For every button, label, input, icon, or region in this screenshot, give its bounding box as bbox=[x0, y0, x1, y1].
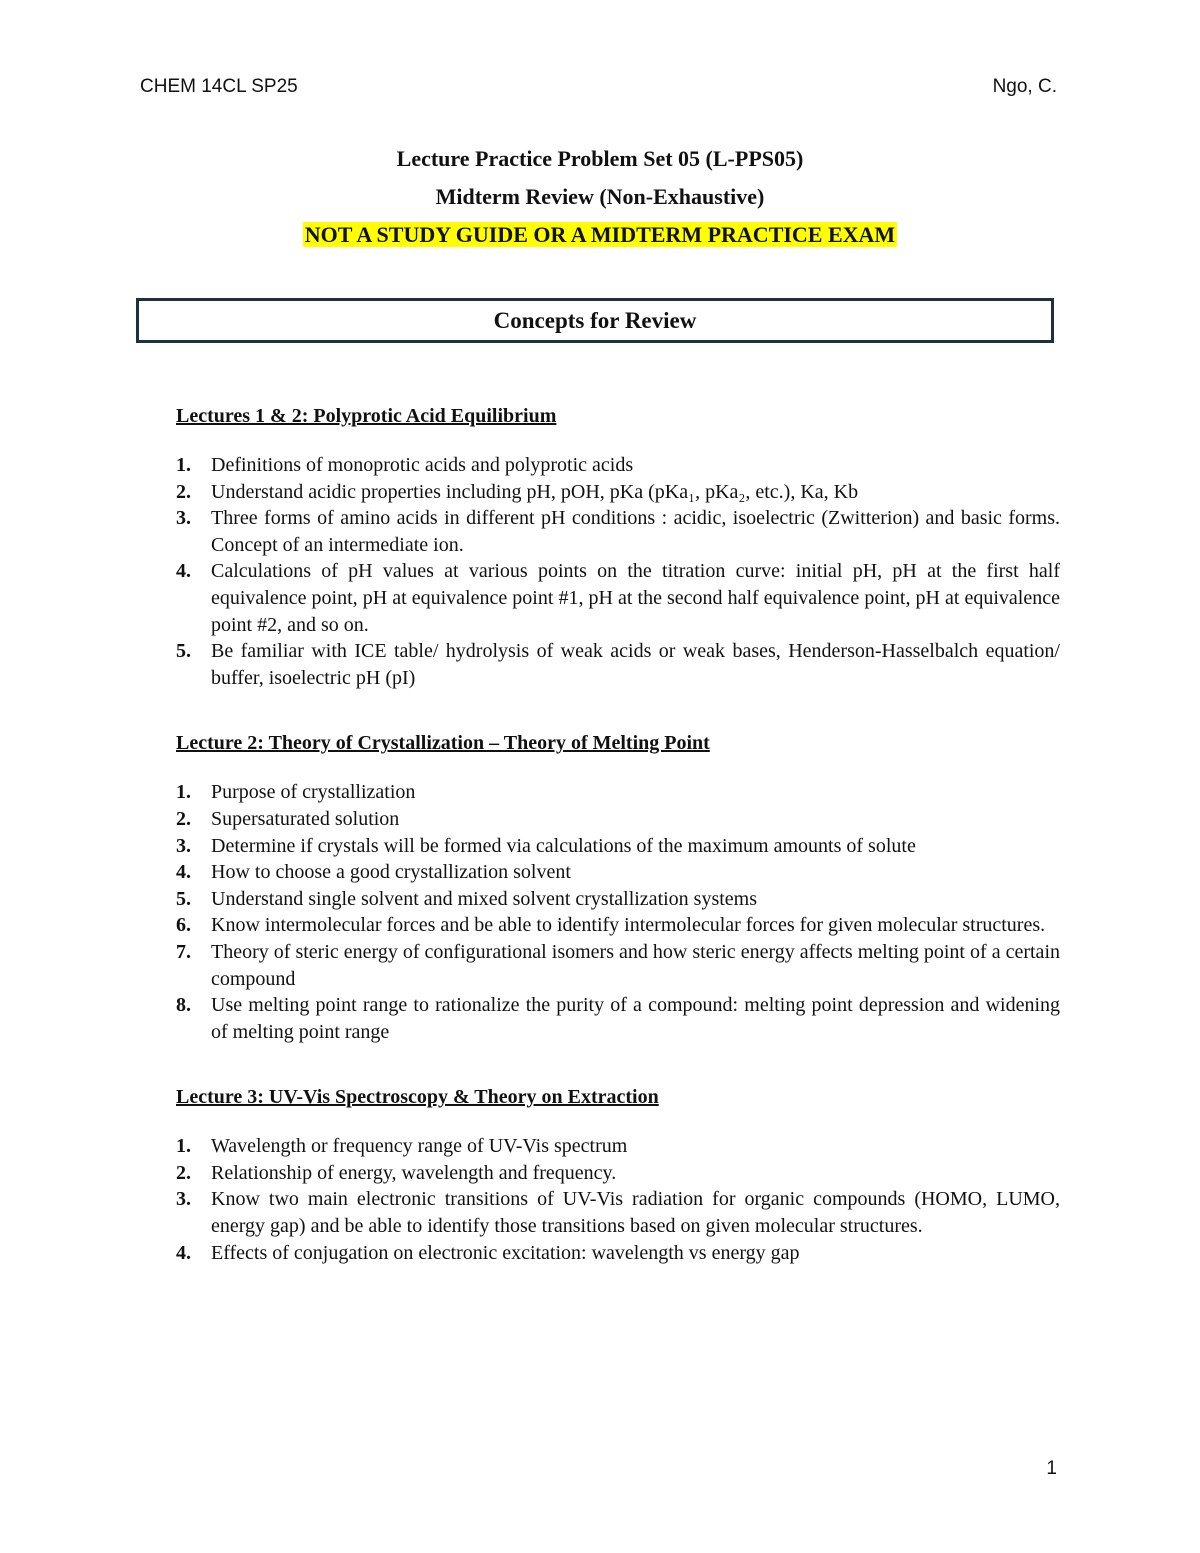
section-crystallization bbox=[176, 729, 1060, 1045]
item-number: 3. bbox=[176, 834, 191, 857]
item-number: 6. bbox=[176, 914, 191, 937]
list-item bbox=[176, 779, 1060, 806]
list-item bbox=[176, 558, 1060, 638]
item-text: Definitions of monoprotic acids and polyprotic acids bbox=[211, 454, 634, 476]
item-text: Use melting point range to rationalize the purity of a compound: melting point depression and widening of melting point range bbox=[211, 994, 1060, 1043]
concept-list bbox=[176, 779, 1060, 1045]
list-item bbox=[176, 992, 1060, 1045]
item-number: 4. bbox=[176, 560, 191, 583]
item-number: 1. bbox=[176, 454, 191, 476]
concept-list bbox=[176, 1133, 1060, 1266]
header-author: Ngo, C. bbox=[992, 76, 1057, 97]
item-text: Determine if crystals will be formed via calculations of the maximum amounts of solute bbox=[211, 834, 916, 857]
document-title: Lecture Practice Problem Set 05 (L-PPS05) bbox=[396, 146, 804, 171]
list-item bbox=[176, 833, 1060, 860]
item-number: 7. bbox=[176, 940, 191, 963]
item-text: Be familiar with ICE table/ hydrolysis of weak acids or weak bases, Henderson-Hasselbalch equation/ buffer, isoelectric pH (pI) bbox=[211, 640, 1060, 689]
list-item bbox=[176, 452, 1060, 479]
item-number: 1. bbox=[176, 1135, 191, 1158]
list-item bbox=[176, 912, 1060, 939]
notice-line bbox=[0, 219, 1200, 257]
item-text: Calculations of pH values at various points on the titration curve: initial pH, pH at the first half equivalence point, pH at equivalence point #1, pH at the second half equivalence point, pH at equivalence point #2, and so on. bbox=[211, 560, 1060, 636]
list-item bbox=[176, 1160, 1060, 1187]
list-item bbox=[176, 939, 1060, 992]
item-text: Understand acidic properties including pH, pOH, pKa (pKa₁, pKa₂, etc.), Ka, Kb bbox=[211, 480, 859, 503]
page-number: 1 bbox=[1046, 1458, 1057, 1479]
list-item bbox=[176, 638, 1060, 691]
item-text: Theory of steric energy of configurational isomers and how steric energy affects melting point of a certain compound bbox=[211, 940, 1060, 990]
item-text: Purpose of crystallization bbox=[211, 781, 416, 804]
list-item bbox=[176, 1240, 1060, 1267]
item-text: Understand single solvent and mixed solvent crystallization systems bbox=[211, 887, 758, 910]
item-text: Supersaturated solution bbox=[211, 807, 400, 830]
list-item bbox=[176, 479, 1060, 506]
item-number: 4. bbox=[176, 861, 191, 884]
list-item bbox=[176, 806, 1060, 833]
section-title: Lectures 1 & 2: Polyprotic Acid Equilibrium bbox=[176, 405, 557, 427]
item-text: Know two main electronic transitions of UV-Vis radiation for organic compounds (HOMO, LUMO, energy gap) and be able to identify those transitions based on given molecular structures. bbox=[211, 1188, 1060, 1238]
header-course: CHEM 14CL SP25 bbox=[140, 76, 298, 97]
item-number: 2. bbox=[176, 1161, 191, 1184]
item-number: 2. bbox=[176, 480, 191, 503]
item-number: 2. bbox=[176, 807, 191, 830]
list-item bbox=[176, 1186, 1060, 1239]
concept-list bbox=[176, 452, 1060, 691]
document-subtitle: Midterm Review (Non-Exhaustive) bbox=[435, 184, 765, 209]
item-number: 4. bbox=[176, 1241, 191, 1264]
list-item bbox=[176, 1133, 1060, 1160]
sections-content bbox=[176, 402, 1060, 1304]
list-item bbox=[176, 886, 1060, 913]
section-uv-vis bbox=[176, 1083, 1060, 1266]
highlighted-notice: NOT A STUDY GUIDE OR A MIDTERM PRACTICE EXAM bbox=[304, 222, 896, 247]
concepts-box-title: Concepts for Review bbox=[493, 308, 697, 333]
item-text: How to choose a good crystallization solvent bbox=[211, 861, 571, 884]
section-polyprotic bbox=[176, 402, 1060, 691]
list-item bbox=[176, 859, 1060, 886]
concepts-box bbox=[136, 298, 1054, 343]
section-title: Lecture 3: UV-Vis Spectroscopy & Theory on Extraction bbox=[176, 1086, 659, 1109]
item-text: Know intermolecular forces and be able to identify intermolecular forces for given molecular structures. bbox=[211, 914, 1046, 937]
item-text: Three forms of amino acids in different pH conditions : acidic, isoelectric (Zwitterion) and basic forms. Concept of an intermediate ion. bbox=[211, 507, 1060, 556]
item-number: 5. bbox=[176, 640, 191, 663]
item-number: 3. bbox=[176, 1188, 191, 1211]
item-number: 3. bbox=[176, 507, 191, 530]
list-item bbox=[176, 505, 1060, 558]
item-text: Wavelength or frequency range of UV-Vis spectrum bbox=[211, 1135, 628, 1158]
item-text: Relationship of energy, wavelength and frequency. bbox=[211, 1161, 617, 1184]
item-number: 1. bbox=[176, 781, 191, 804]
document-title-block bbox=[0, 143, 1200, 257]
item-number: 8. bbox=[176, 994, 191, 1017]
item-number: 5. bbox=[176, 887, 191, 910]
section-title: Lecture 2: Theory of Crystallization – Theory of Melting Point bbox=[176, 732, 710, 755]
item-text: Effects of conjugation on electronic excitation: wavelength vs energy gap bbox=[211, 1241, 800, 1264]
